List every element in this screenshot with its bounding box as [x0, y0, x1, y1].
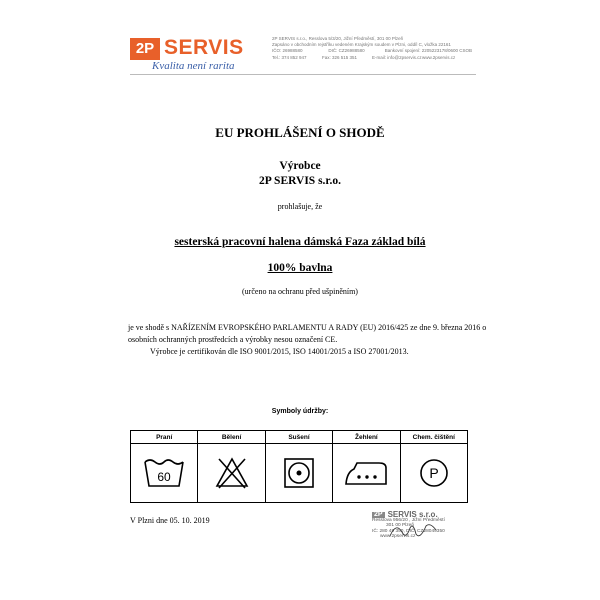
- manufacturer-label: Výrobce: [279, 160, 321, 172]
- stamp-line: Resslova 956/20 , Jižní Předměstí: [372, 517, 445, 523]
- care-label-ironing: Žehlení: [333, 431, 400, 444]
- care-label-dry-cleaning: Chem. čištění: [400, 431, 467, 444]
- dry-clean-letter: P: [429, 465, 439, 481]
- wash-cell: [131, 444, 198, 503]
- company-logo: [130, 36, 280, 72]
- info-text: Zapsáno v obchodním rejstříku vedeném Krajským soudem v Plzni, oddíl C, vložka 22161: [272, 42, 451, 48]
- stamp-name: SERVIS s.r.o.: [387, 510, 438, 519]
- care-label-drying: Sušení: [265, 431, 332, 444]
- info-row: [272, 55, 472, 61]
- stamp-line: IČ: 280 49 350, DIČ: CZ28049350: [372, 528, 445, 534]
- care-symbols-table: [130, 430, 468, 503]
- signature: [388, 520, 438, 542]
- logo-name: SERVIS: [164, 36, 244, 59]
- stamp-mark: 2P: [374, 511, 383, 518]
- stamp-line: www.2pservis.cz: [380, 534, 416, 540]
- no-bleach-icon: [214, 456, 250, 490]
- conformity-paragraph: je ve shodě s NAŘÍZENÍM EVROPSKÉHO PARLAMENTU A RADY (EU) 2016/425 ze dne 9. března 2016 o osobních ochranných prostředcích a výrobky nesou označení CE.: [128, 323, 487, 344]
- certification-paragraph: Výrobce je certifikován dle ISO 9001/2015, ISO 14001/2015 a ISO 27001/2013.: [150, 347, 409, 356]
- place-date: V Plzni dne 05. 10. 2019: [130, 516, 210, 525]
- care-header-row: [131, 431, 468, 444]
- dry-clean-p-icon: [417, 456, 451, 490]
- care-label-bleaching: Bělení: [198, 431, 265, 444]
- company-name: 2P SERVIS s.r.o.: [259, 175, 341, 187]
- info-text: Fax: 326 515 351: [322, 54, 358, 60]
- info-text: Tel.: 374 852 947: [272, 54, 307, 60]
- info-text: 2P SERVIS s.r.o., Resslova 5/3/20, Jižní Předměstí, 301 00 Plzeň: [272, 36, 404, 41]
- iron-3-dots-icon: [343, 458, 389, 488]
- logo-slogan: Kvalita není rarita: [152, 60, 235, 72]
- info-text: E-mail: info@2pservis.cz: [372, 54, 422, 60]
- iron-cell: [333, 444, 400, 503]
- dry-cell: [265, 444, 332, 503]
- care-icon-row: [131, 444, 468, 503]
- care-label-washing: Praní: [131, 431, 198, 444]
- bleach-cell: [198, 444, 265, 503]
- tumble-dry-icon: [282, 456, 316, 490]
- document-title: EU PROHLÁŠENÍ O SHODĚ: [215, 125, 385, 140]
- header-divider: [130, 74, 476, 75]
- info-text: IČO: 26988580: [272, 48, 303, 54]
- material: 100% bavlna: [267, 262, 333, 274]
- stamp-line: 301 00 Plzeň: [386, 523, 415, 529]
- dry-clean-cell: [400, 444, 467, 503]
- product-name: sesterská pracovní halena dámská Faza základ bílá: [174, 236, 426, 248]
- purpose-text: (určeno na ochranu před ušpiněním): [242, 287, 358, 296]
- care-symbols-title: Symboly údržby:: [271, 408, 329, 415]
- info-text: DIČ: CZ26988580: [328, 48, 365, 54]
- declares-text: prohlašuje, že: [277, 202, 323, 211]
- wash-60-icon: [142, 456, 186, 490]
- info-text: www.2pservis.cz: [422, 54, 456, 60]
- info-text: Bankovní spojení: 2205223178/0600 CSOB: [384, 48, 473, 54]
- company-info: [272, 36, 472, 61]
- logo-mark: 2P: [130, 38, 160, 60]
- wash-temperature: 60: [157, 470, 171, 484]
